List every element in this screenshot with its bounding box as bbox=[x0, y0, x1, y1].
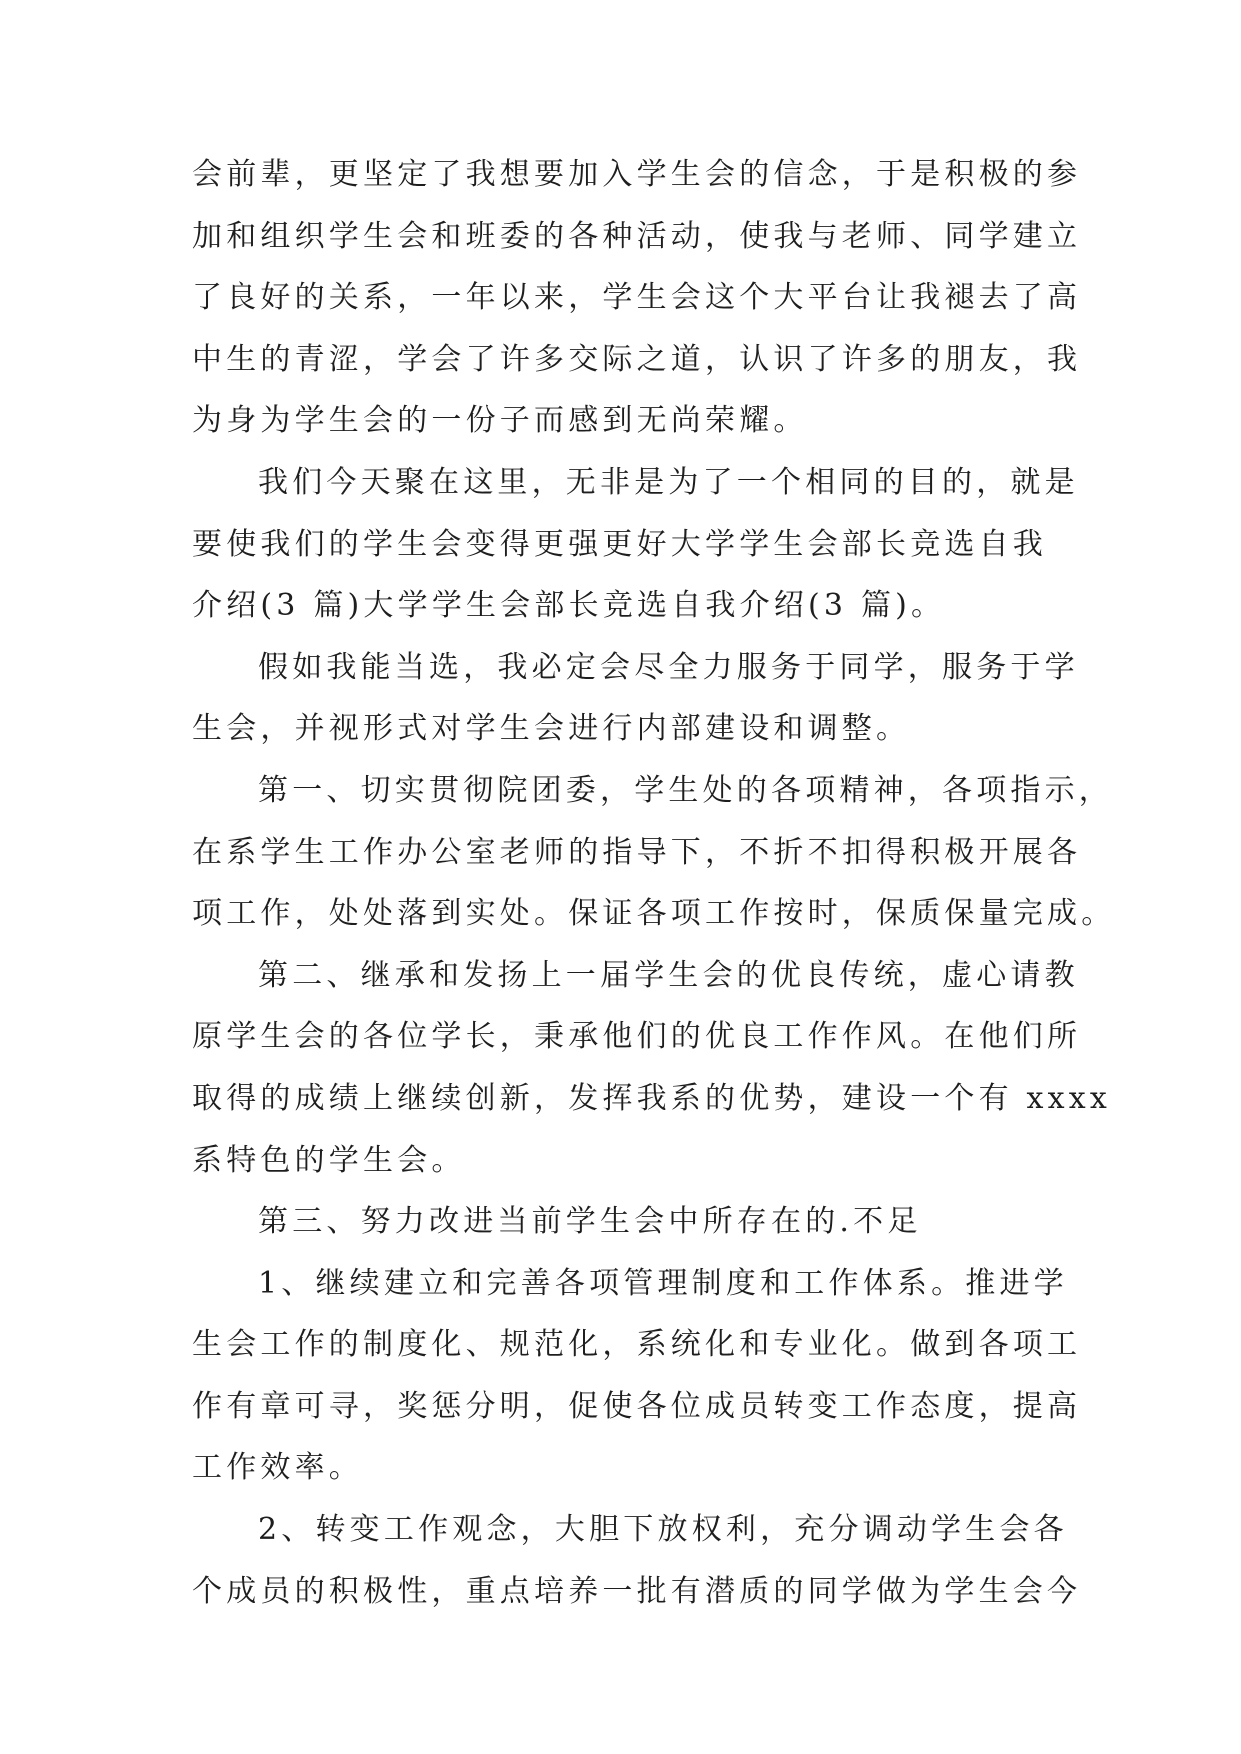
text-line: 1、继续建立和完善各项管理制度和工作体系。推进学 bbox=[258, 1265, 1068, 1301]
text-line: 工作效率。 bbox=[192, 1450, 363, 1486]
text-line: 个成员的积极性，重点培养一批有潜质的同学做为学生会今 bbox=[192, 1573, 1082, 1609]
paragraph-3 bbox=[192, 637, 1079, 760]
text-line: 第二、继承和发扬上一届学生会的优良传统，虚心请教 bbox=[258, 957, 1079, 993]
paragraph-8 bbox=[192, 1499, 1082, 1622]
paragraph-1 bbox=[192, 144, 1082, 452]
text-line: 系特色的学生会。 bbox=[192, 1142, 466, 1178]
text-line: 取得的成绩上继续创新，发挥我系的优势，建设一个有 xxxx bbox=[192, 1080, 1112, 1116]
text-line: 中生的青涩，学会了许多交际之道，认识了许多的朋友，我 bbox=[192, 341, 1082, 377]
text-line: 2、转变工作观念，大胆下放权利，充分调动学生会各 bbox=[258, 1512, 1068, 1548]
paragraph-6 bbox=[192, 1191, 1054, 1253]
paragraph-7 bbox=[192, 1253, 1082, 1499]
text-line: 项工作，处处落到实处。保证各项工作按时，保质保量完成。 bbox=[192, 896, 1116, 932]
text-line: 会前辈，更坚定了我想要加入学生会的信念，于是积极的参 bbox=[192, 157, 1082, 192]
text-line: 原学生会的各位学长，秉承他们的优良工作作风。在他们所 bbox=[192, 1019, 1082, 1055]
document-body bbox=[192, 144, 1116, 1622]
text-line: 生会，并视形式对学生会进行内部建设和调整。 bbox=[192, 711, 911, 747]
paragraph-4 bbox=[192, 760, 1116, 945]
text-line: 作有章可寻，奖惩分明，促使各位成员转变工作态度，提高 bbox=[192, 1388, 1082, 1424]
paragraph-2 bbox=[192, 452, 1079, 637]
paragraph-5 bbox=[192, 945, 1112, 1191]
text-line: 我们今天聚在这里，无非是为了一个相同的目的，就是 bbox=[258, 464, 1079, 500]
text-line: 了良好的关系，一年以来，学生会这个大平台让我褪去了高 bbox=[192, 280, 1082, 316]
text-line: 介绍(3 篇)大学学生会部长竞选自我介绍(3 篇)。 bbox=[192, 588, 946, 624]
text-line: 生会工作的制度化、规范化，系统化和专业化。做到各项工 bbox=[192, 1327, 1082, 1363]
text-line: 第三、努力改进当前学生会中所存在的.不足 bbox=[258, 1204, 922, 1240]
text-line: 加和组织学生会和班委的各种活动，使我与老师、同学建立 bbox=[192, 218, 1082, 254]
text-line: 假如我能当选，我必定会尽全力服务于同学，服务于学 bbox=[258, 649, 1079, 685]
text-line: 为身为学生会的一份子而感到无尚荣耀。 bbox=[192, 403, 808, 439]
text-line: 第一、切实贯彻院团委，学生处的各项精神，各项指示， bbox=[258, 772, 1113, 808]
text-line: 要使我们的学生会变得更强更好大学学生会部长竞选自我 bbox=[192, 526, 1047, 562]
text-line: 在系学生工作办公室老师的指导下，不折不扣得积极开展各 bbox=[192, 834, 1082, 870]
